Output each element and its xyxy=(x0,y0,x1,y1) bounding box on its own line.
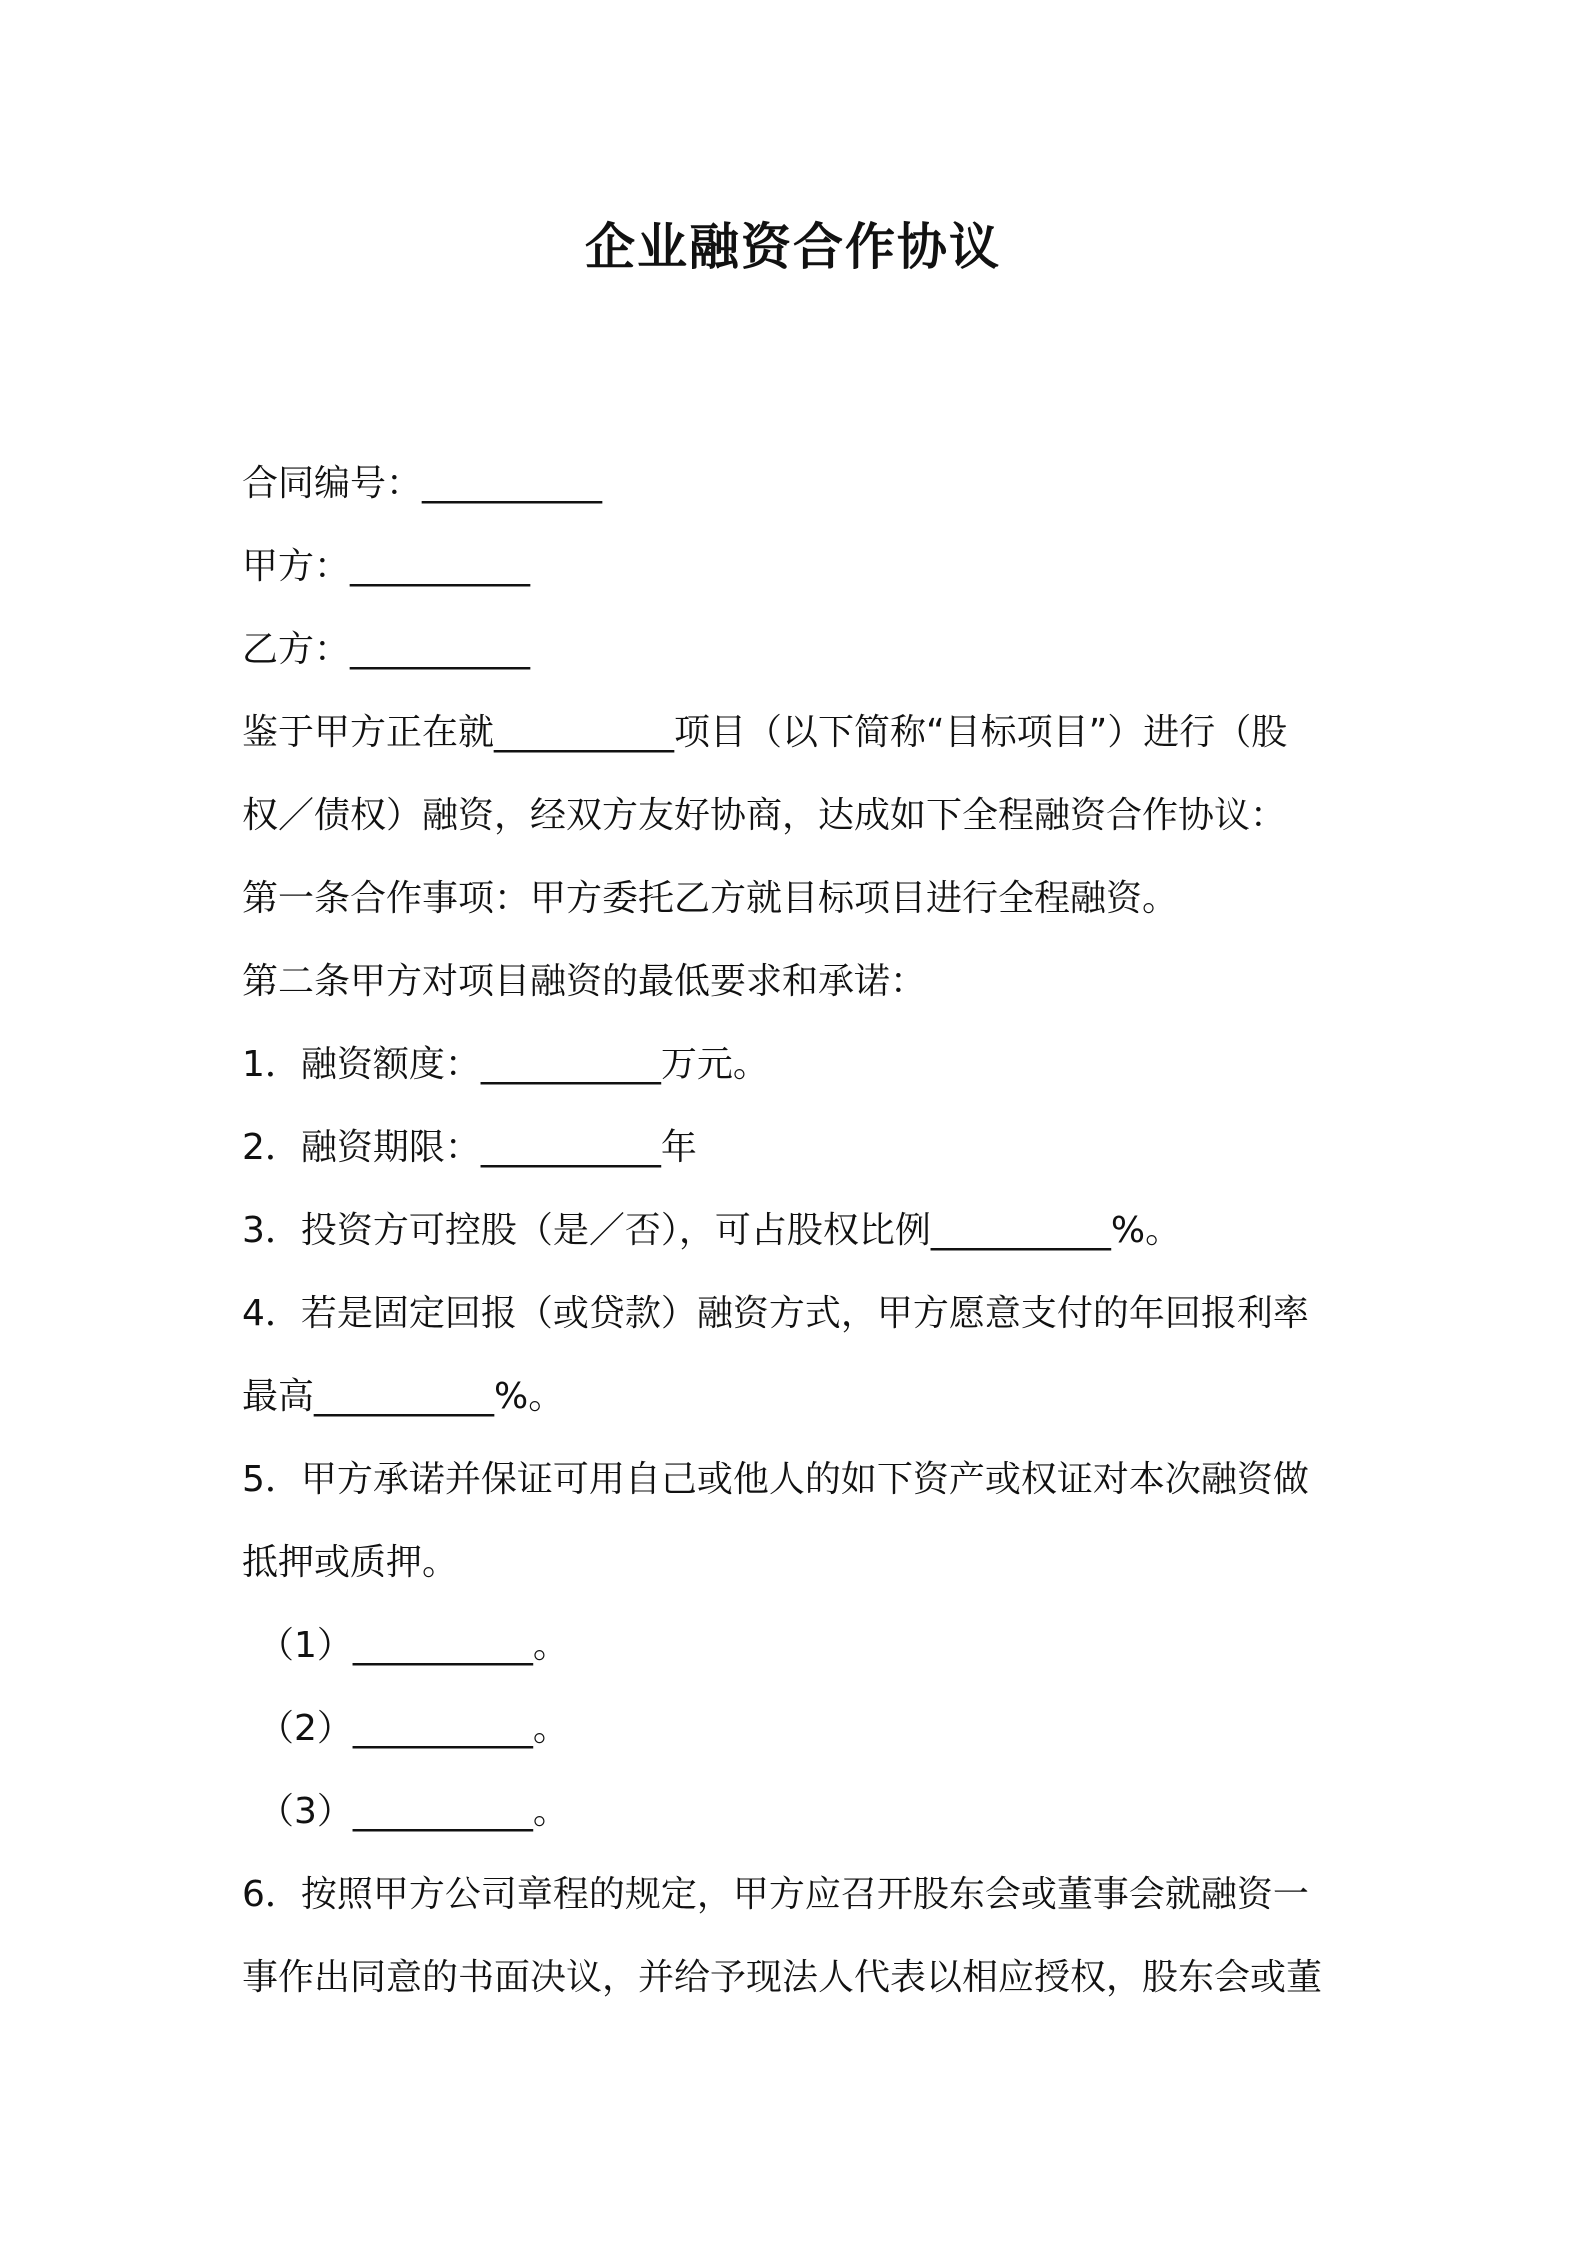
document-title: 企业融资合作协议 xyxy=(585,218,1001,276)
item-5-line-2: 抵押或质押。 xyxy=(242,1542,459,1583)
sub-item-3-line: （3）__________。 xyxy=(258,1791,569,1832)
article-1-line: 第一条合作事项：甲方委托乙方就目标项目进行全程融资。 xyxy=(242,878,1179,919)
party-b-line: 乙方：__________ xyxy=(242,629,531,670)
contract-number-line: 合同编号：__________ xyxy=(242,463,603,504)
item-3-line: 3．投资方可控股（是／否），可占股权比例__________%。 xyxy=(242,1210,1182,1251)
preamble-line-1: 鉴于甲方正在就__________项目（以下简称“目标项目”）进行（股 xyxy=(242,712,1288,753)
sub-item-2-line: （2）__________。 xyxy=(258,1708,569,1749)
item-4-line-2: 最高__________%。 xyxy=(242,1376,565,1417)
item-4-line-1: 4．若是固定回报（或贷款）融资方式，甲方愿意支付的年回报利率 xyxy=(242,1293,1309,1334)
sub-item-1-line: （1）__________。 xyxy=(258,1625,569,1666)
item-1-line: 1．融资额度：__________万元。 xyxy=(242,1044,769,1085)
item-6-line-1: 6．按照甲方公司章程的规定，甲方应召开股东会或董事会就融资一 xyxy=(242,1874,1309,1915)
item-2-line: 2．融资期限：__________年 xyxy=(242,1127,697,1168)
preamble-line-2: 权／债权）融资，经双方友好协商，达成如下全程融资合作协议： xyxy=(242,795,1287,836)
article-2-heading: 第二条甲方对项目融资的最低要求和承诺： xyxy=(242,961,927,1002)
item-5-line-1: 5．甲方承诺并保证可用自己或他人的如下资产或权证对本次融资做 xyxy=(242,1459,1309,1500)
party-a-line: 甲方：__________ xyxy=(242,546,531,587)
item-6-line-2: 事作出同意的书面决议，并给予现法人代表以相应授权，股东会或董 xyxy=(242,1957,1323,1998)
